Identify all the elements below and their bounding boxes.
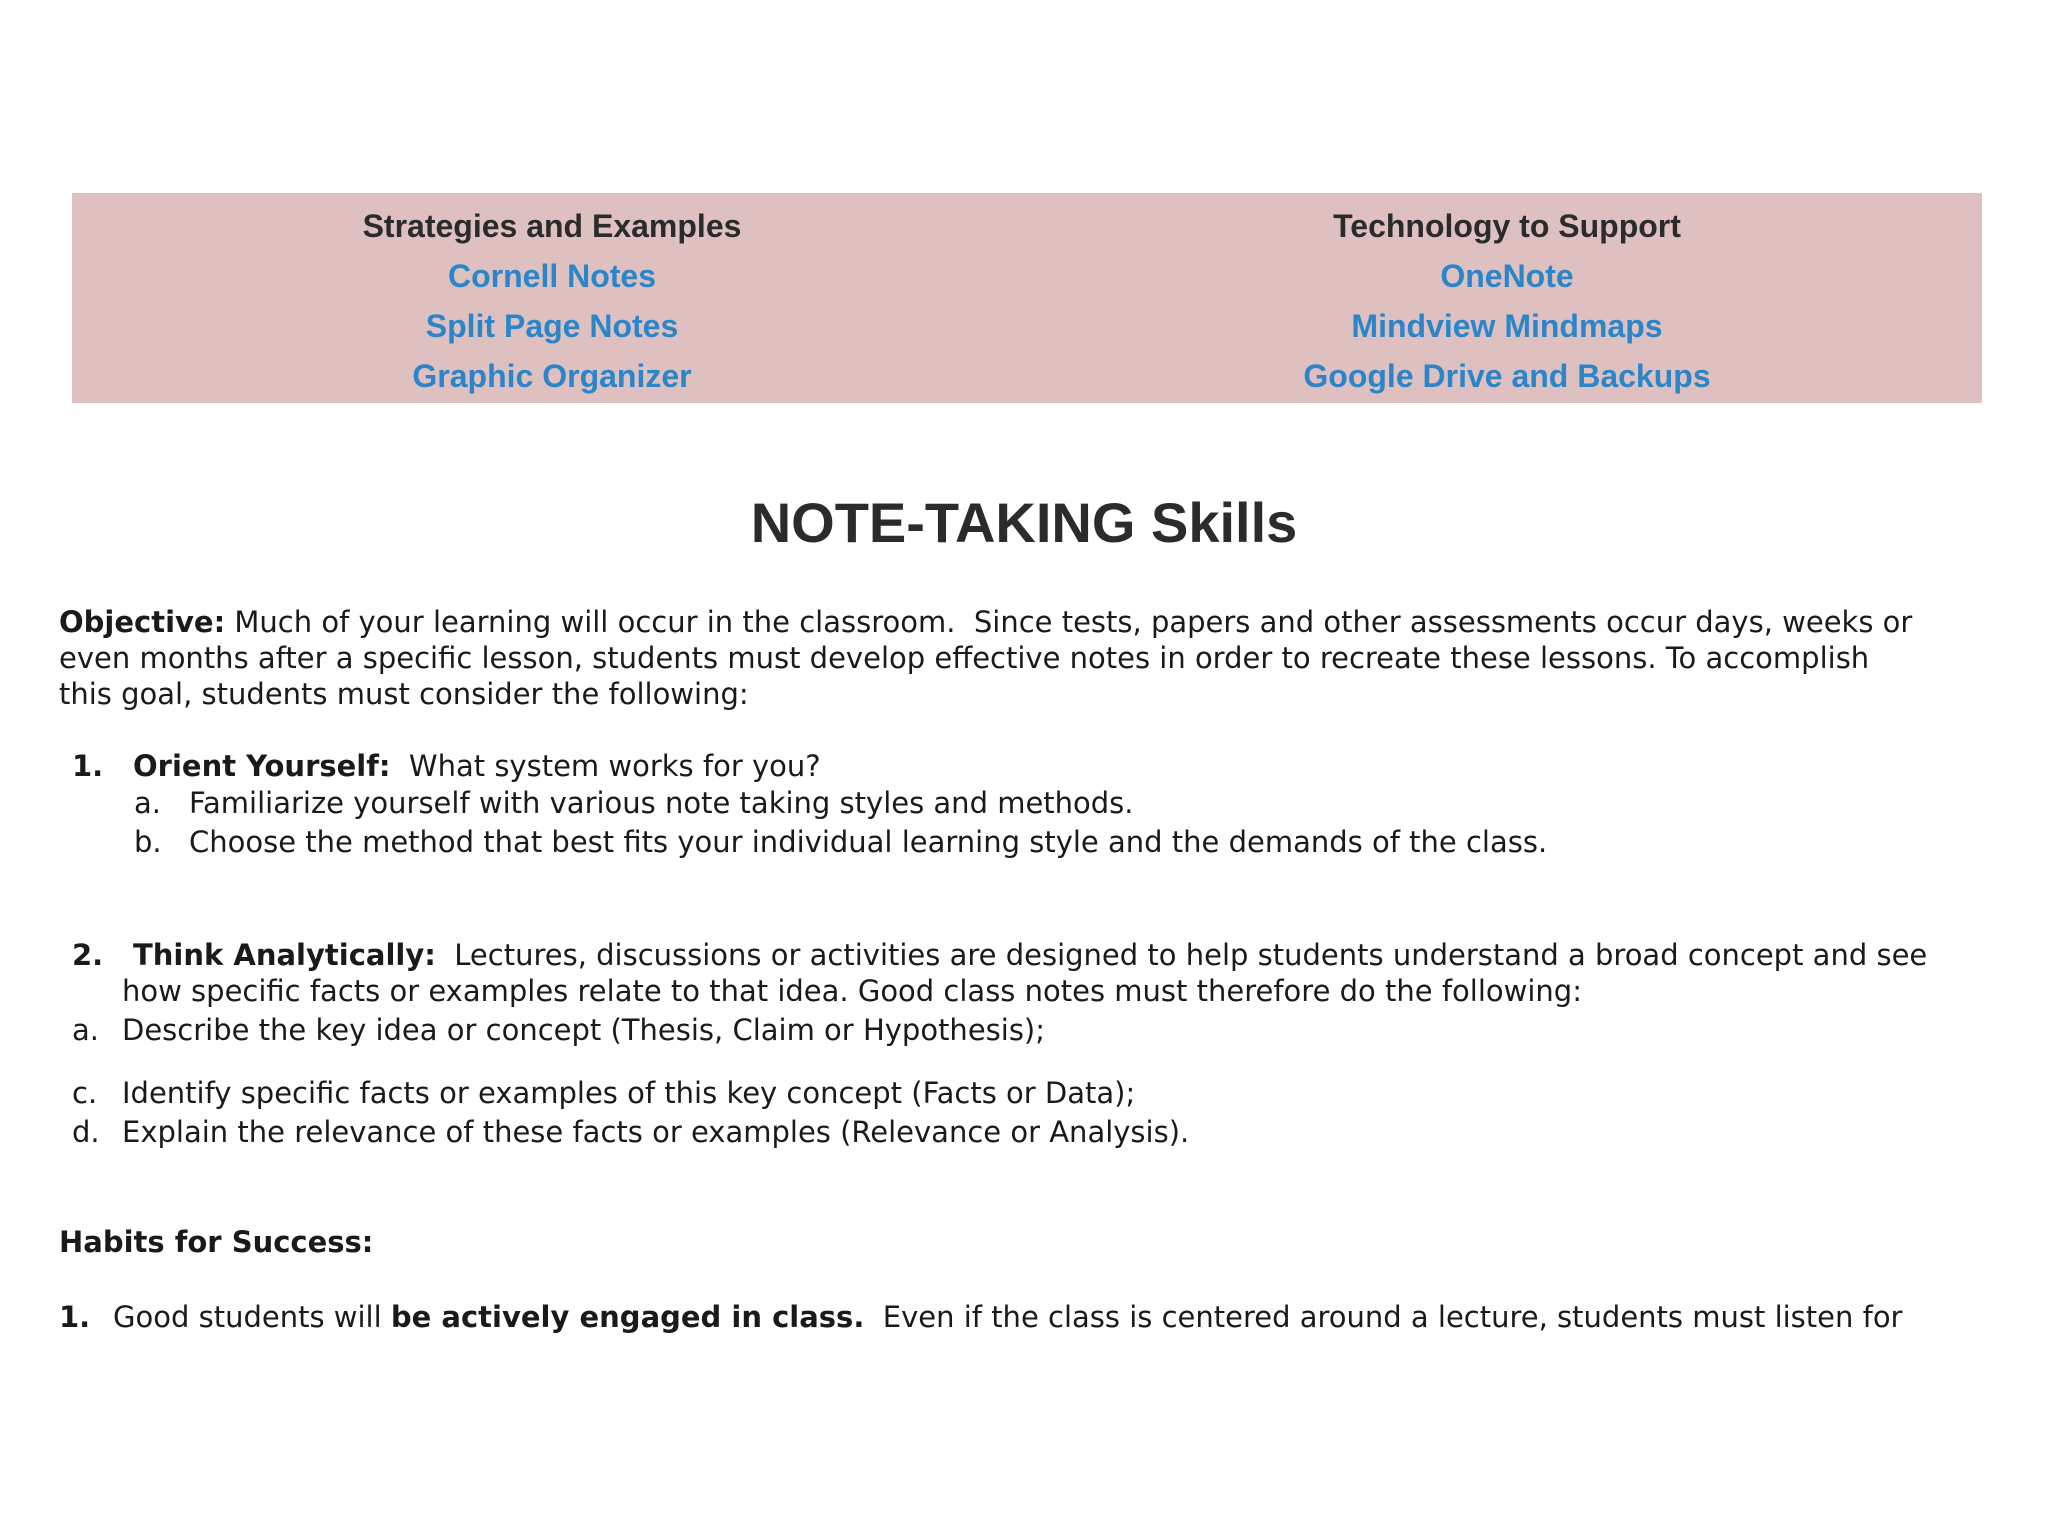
habits-heading-text: Habits for Success: bbox=[59, 1225, 374, 1259]
item-2-text: Lectures, discussions or activities are designed to help students understand a broad concept and see bbox=[435, 938, 1928, 972]
technology-heading: Technology to Support bbox=[1333, 208, 1681, 244]
onenote-link[interactable]: OneNote bbox=[1440, 258, 1574, 294]
objective-line-1 bbox=[59, 604, 1912, 640]
habits-item-1 bbox=[59, 1299, 1902, 1335]
item-2-sub-c-marker: c. bbox=[72, 1076, 98, 1110]
page-title: NOTE-TAKING Skills bbox=[750, 491, 1298, 554]
item-1-sub-b bbox=[134, 824, 1547, 860]
objective-text-1: Much of your learning will occur in the classroom. Since tests, papers and other assessments occur days, weeks or bbox=[225, 605, 1913, 639]
habits-item-1-post: Even if the class is centered around a lecture, students must listen for bbox=[864, 1300, 1903, 1334]
item-1-sub-a-text: Familiarize yourself with various note taking styles and methods. bbox=[189, 786, 1134, 820]
technology-column bbox=[1027, 201, 1987, 401]
habits-heading bbox=[59, 1224, 373, 1260]
item-2-sub-a-marker: a. bbox=[72, 1013, 99, 1047]
item-1-text: What system works for you? bbox=[390, 749, 821, 783]
item-2-line-2: how specific facts or examples relate to that idea. Good class notes must therefore do the following: bbox=[122, 974, 1582, 1008]
habits-item-1-pre: Good students will bbox=[113, 1300, 391, 1334]
strategies-column bbox=[72, 201, 1032, 401]
item-2-sub-d-marker: d. bbox=[72, 1115, 100, 1149]
item-2-sub-a-text: Describe the key idea or concept (Thesis, Claim or Hypothesis); bbox=[122, 1013, 1046, 1047]
graphic-organizer-link[interactable]: Graphic Organizer bbox=[412, 358, 692, 394]
item-2-sub-a bbox=[72, 1012, 1045, 1048]
item-2-sub-c bbox=[72, 1075, 1135, 1111]
item-1 bbox=[72, 748, 821, 784]
resources-banner bbox=[72, 193, 1982, 403]
objective-line-3: this goal, students must consider the following: bbox=[59, 677, 749, 711]
item-2-label: Think Analytically: bbox=[133, 938, 436, 972]
item-1-number: 1. bbox=[72, 749, 104, 783]
item-2-sub-c-text: Identify specific facts or examples of this key concept (Facts or Data); bbox=[122, 1076, 1136, 1110]
objective-label: Objective: bbox=[59, 605, 226, 639]
item-2-number: 2. bbox=[72, 938, 104, 972]
strategies-heading: Strategies and Examples bbox=[362, 208, 742, 244]
cornell-notes-link[interactable]: Cornell Notes bbox=[447, 258, 657, 294]
item-2 bbox=[72, 937, 1927, 973]
mindview-mindmaps-link[interactable]: Mindview Mindmaps bbox=[1351, 308, 1663, 344]
item-1-sub-a bbox=[134, 785, 1134, 821]
objective-line-2: even months after a specific lesson, students must develop effective notes in order to recreate these lessons. To accomplish bbox=[59, 641, 1870, 675]
google-drive-link[interactable]: Google Drive and Backups bbox=[1303, 358, 1711, 394]
item-1-sub-b-text: Choose the method that best fits your individual learning style and the demands of the class. bbox=[189, 825, 1548, 859]
split-page-notes-link[interactable]: Split Page Notes bbox=[425, 308, 679, 344]
habits-item-1-bold: be actively engaged in class. bbox=[390, 1300, 865, 1334]
item-1-label: Orient Yourself: bbox=[133, 749, 391, 783]
item-1-sub-b-marker: b. bbox=[134, 825, 162, 859]
item-2-sub-d bbox=[72, 1114, 1189, 1150]
habits-item-1-number: 1. bbox=[59, 1300, 91, 1334]
item-1-sub-a-marker: a. bbox=[134, 786, 161, 820]
item-2-sub-d-text: Explain the relevance of these facts or examples (Relevance or Analysis). bbox=[122, 1115, 1190, 1149]
